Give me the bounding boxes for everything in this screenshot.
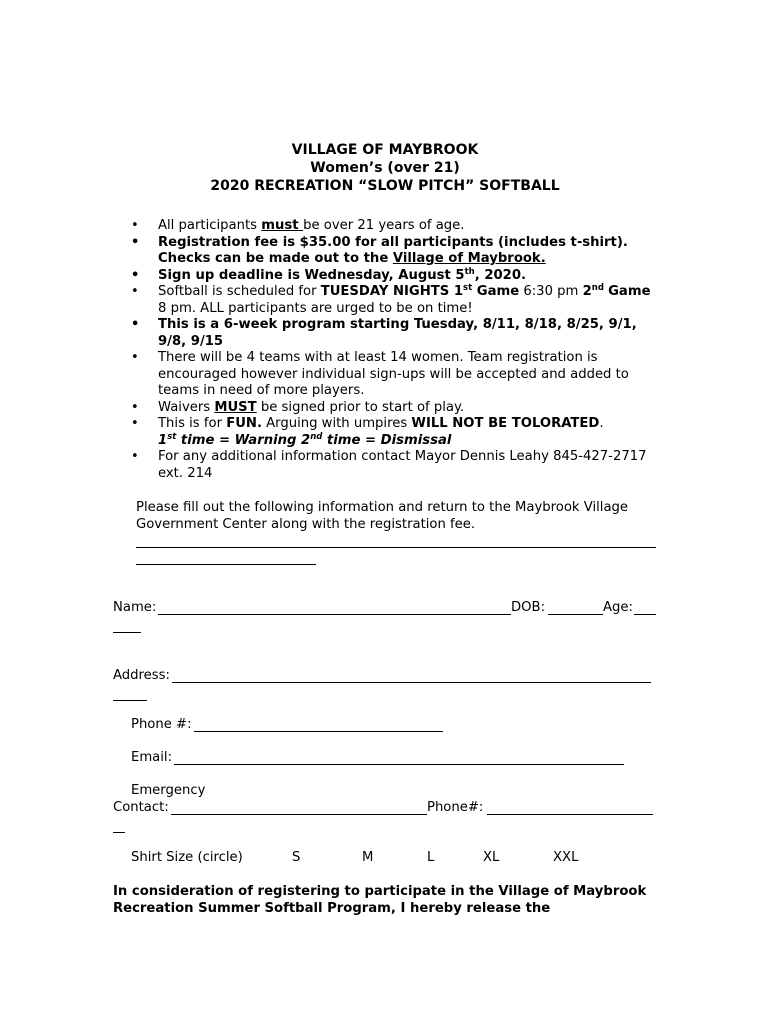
dob-field[interactable] bbox=[548, 614, 603, 615]
age-field[interactable] bbox=[634, 614, 656, 615]
shirt-size-label: Shirt Size (circle) bbox=[131, 850, 243, 865]
bullet-icon: • bbox=[131, 218, 139, 233]
shirt-size-l[interactable]: L bbox=[427, 850, 435, 865]
emergency-phone-field[interactable] bbox=[487, 814, 653, 815]
address-field-continued[interactable] bbox=[113, 700, 147, 701]
document-title bbox=[0, 141, 770, 195]
title-program: 2020 RECREATION “SLOW PITCH” SOFTBALL bbox=[210, 178, 560, 194]
rule-teams: • There will be 4 teams with at least 14 women. Team registration is encouraged however individual sign-ups will be accepted and added to teams in need of more players. bbox=[131, 350, 629, 398]
consent-text: In consideration of registering to participate in the Village of Maybrook Recreation Summer Softball Program, I hereby release the bbox=[113, 884, 647, 916]
instructions-blank-line-1[interactable] bbox=[136, 547, 656, 548]
emergency-phone-field-continued[interactable] bbox=[113, 832, 125, 833]
shirt-size-s[interactable]: S bbox=[292, 850, 301, 865]
bullet-icon: • bbox=[131, 399, 139, 415]
address-label: Address: bbox=[113, 668, 170, 683]
title-village: VILLAGE OF MAYBROOK bbox=[291, 142, 479, 158]
age-label: Age: bbox=[603, 600, 633, 615]
emergency-contact-field[interactable] bbox=[171, 814, 427, 815]
bullet-icon: • bbox=[131, 317, 140, 332]
bullet-icon: • bbox=[131, 284, 139, 299]
emergency-phone-label: Phone#: bbox=[427, 800, 484, 815]
shirt-size-xxl[interactable]: XXL bbox=[553, 850, 579, 865]
rule-contact-info: • For any additional information contact Mayor Dennis Leahy 845-427-2717 ext. 214 bbox=[131, 449, 647, 481]
rule-schedule: • Softball is scheduled for TUESDAY NIGHTS 1st Game 6:30 pm 2nd Game 8 pm. ALL participants are urged to be on time! bbox=[131, 283, 651, 316]
bullet-icon: • bbox=[131, 449, 139, 464]
bullet-icon: • bbox=[131, 267, 140, 283]
phone-field[interactable] bbox=[194, 731, 443, 732]
address-field[interactable] bbox=[172, 682, 651, 683]
rules-list bbox=[131, 218, 651, 482]
dob-label: DOB: bbox=[511, 600, 546, 615]
shirt-size-xl[interactable]: XL bbox=[483, 850, 500, 865]
email-field[interactable] bbox=[174, 764, 624, 765]
rule-deadline: • Sign up deadline is Wednesday, August 5th, 2020. bbox=[131, 266, 527, 283]
bullet-icon: • bbox=[131, 350, 139, 365]
rule-conduct: • This is for FUN. Arguing with umpires WILL NOT BE TOLORATED. 1st time = Warning 2nd time = Dismissal bbox=[131, 416, 604, 448]
rule-fee: • Registration fee is $35.00 for all participants (includes t-shirt). Checks can be made out to the Village of Maybrook. bbox=[131, 234, 628, 266]
instructions-blank-line-2[interactable] bbox=[136, 564, 316, 565]
phone-label: Phone #: bbox=[131, 717, 192, 732]
title-division: Women’s (over 21) bbox=[310, 160, 460, 176]
rule-age: • All participants must be over 21 years of age. bbox=[131, 218, 465, 233]
instructions-text: Please fill out the following information and return to the Maybrook Village Government Center along with the registration fee. bbox=[136, 500, 629, 532]
email-label: Email: bbox=[131, 750, 173, 765]
emergency-label: Emergency bbox=[131, 783, 206, 798]
name-label: Name: bbox=[113, 600, 157, 615]
bullet-icon: • bbox=[131, 234, 140, 250]
rule-waivers: • Waivers MUST be signed prior to start of play. bbox=[131, 399, 465, 415]
bullet-icon: • bbox=[131, 416, 139, 431]
shirt-size-m[interactable]: M bbox=[362, 850, 374, 865]
rule-program-dates: • This is a 6-week program starting Tuesday, 8/11, 8/18, 8/25, 9/1, 9/8, 9/15 bbox=[131, 317, 637, 349]
age-field-continued[interactable] bbox=[113, 632, 141, 633]
contact-label: Contact: bbox=[113, 800, 169, 815]
name-field[interactable] bbox=[158, 614, 511, 615]
